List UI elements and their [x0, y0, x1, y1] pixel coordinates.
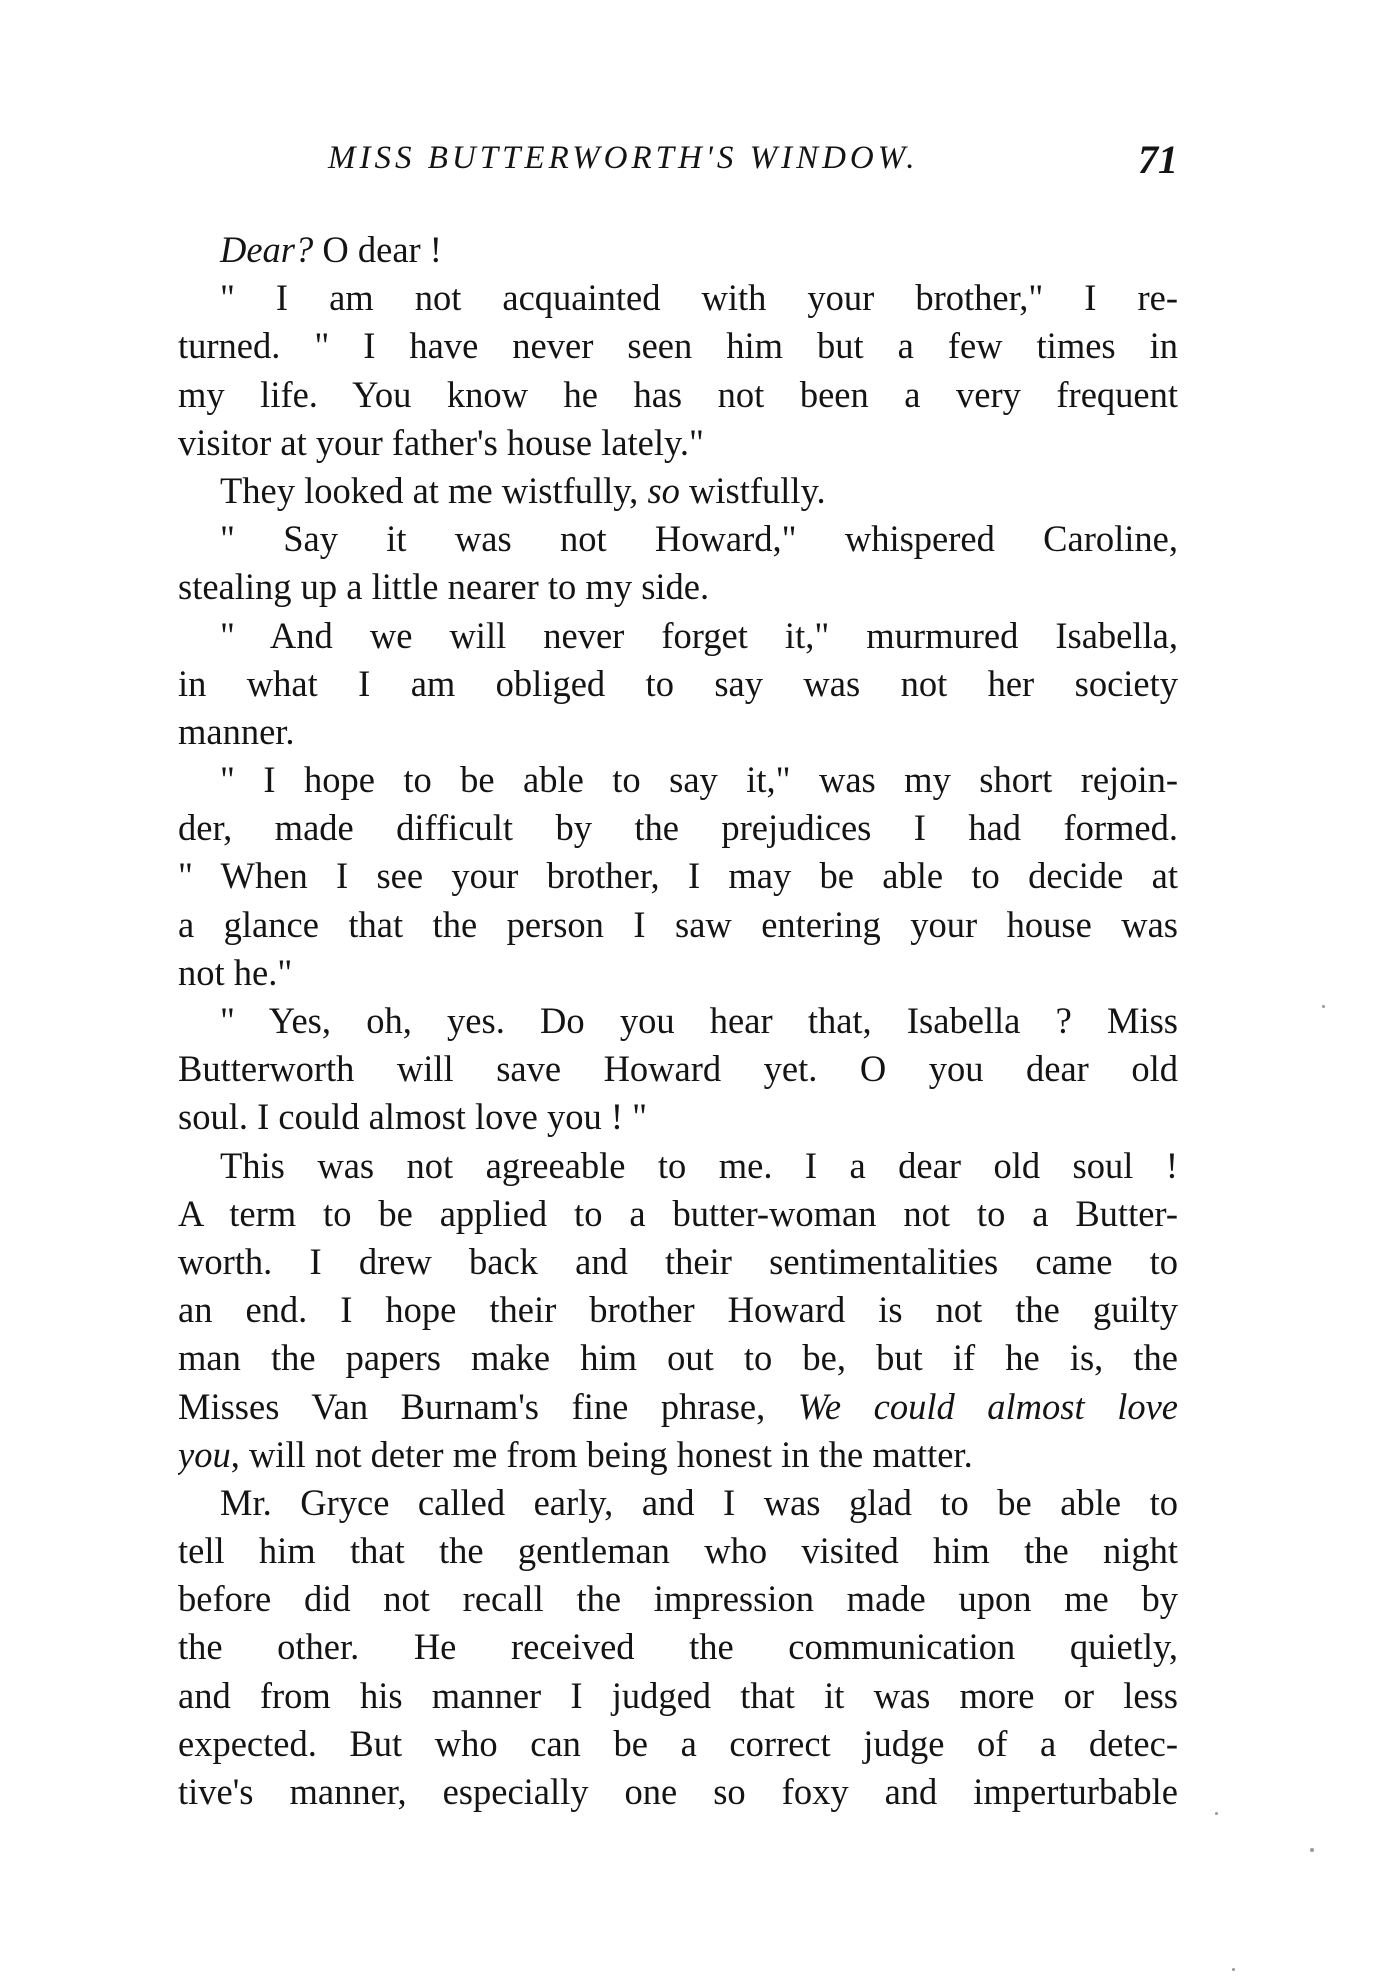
scan-speck [1310, 1848, 1314, 1852]
italic-text-segment: so [647, 469, 680, 511]
text-line [178, 1720, 1178, 1768]
text-line [178, 901, 1178, 949]
text-segment: Mr. Gryce called early, and I was glad to be able to [220, 1481, 1178, 1523]
text-line [178, 1383, 1178, 1431]
text-segment: A term to be applied to a butter-woman not to a Butter- [178, 1192, 1178, 1234]
scan-speck [1322, 1005, 1325, 1008]
text-line [178, 997, 1178, 1045]
text-line [178, 1045, 1178, 1093]
text-segment: " I hope to be able to say it," was my short rejoin- [220, 759, 1178, 801]
text-line [178, 371, 1178, 419]
italic-text-segment: Dear? [220, 229, 314, 270]
text-segment: and from his manner I judged that it was more or less [178, 1674, 1178, 1716]
text-segment: turned. " I have never seen him but a few times in [178, 325, 1178, 367]
text-segment: der, made difficult by the prejudices I had formed. [178, 807, 1178, 849]
text-line [178, 1575, 1178, 1623]
text-line [178, 1527, 1178, 1575]
scan-speck [1232, 1968, 1235, 1971]
text-segment: wistfully. [679, 469, 826, 511]
text-segment: expected. But who can be a correct judge of a detec- [178, 1722, 1178, 1764]
text-line [178, 1672, 1178, 1720]
text-segment: worth. I drew back and their sentimentalities came to [178, 1240, 1178, 1282]
text-line [178, 804, 1178, 852]
text-segment: man the papers make him out to be, but if he is, the [178, 1337, 1178, 1379]
text-line [178, 1093, 1178, 1141]
text-segment: manner. [178, 710, 295, 752]
scan-speck [1215, 1812, 1218, 1815]
text-segment: tive's manner, especially one so foxy and imperturbable [178, 1771, 1178, 1812]
text-segment: Misses Van Burnam's fine phrase, [178, 1385, 798, 1427]
text-line [178, 1479, 1178, 1527]
text-line [178, 419, 1178, 467]
text-line [178, 756, 1178, 804]
text-segment: a glance that the person I saw entering your house was [178, 903, 1178, 945]
text-line [178, 708, 1178, 756]
text-line [178, 274, 1178, 322]
text-segment: " When I see your brother, I may be able to decide at [178, 855, 1178, 897]
text-line [178, 1238, 1178, 1286]
text-segment: , will not deter me from being honest in the matter. [230, 1433, 973, 1475]
text-line [178, 949, 1178, 997]
text-segment: my life. You know he has not been a very frequent [178, 373, 1178, 415]
text-line [178, 322, 1178, 370]
text-line [178, 226, 1178, 274]
text-segment: an end. I hope their brother Howard is not the guilty [178, 1289, 1178, 1331]
page-number: 71 [1138, 137, 1178, 182]
text-line [178, 467, 1178, 515]
text-line [178, 1334, 1178, 1382]
running-title: MISS BUTTERWORTH'S WINDOW. [328, 140, 919, 176]
text-line [178, 1190, 1178, 1238]
text-line [178, 1623, 1178, 1671]
text-line [178, 1286, 1178, 1334]
text-segment: visitor at your father's house lately." [178, 421, 704, 463]
text-segment: " Yes, oh, yes. Do you hear that, Isabella ? Miss [220, 1000, 1178, 1041]
text-line [178, 1768, 1178, 1816]
text-segment: soul. I could almost love you ! " [178, 1096, 648, 1138]
text-segment: stealing up a little nearer to my side. [178, 566, 710, 608]
text-line [178, 563, 1178, 611]
text-segment: " And we will never forget it," murmured Isabella, [220, 614, 1178, 656]
text-segment: the other. He received the communication quietly, [178, 1626, 1178, 1668]
text-line [178, 1431, 1178, 1479]
text-line [178, 1142, 1178, 1190]
italic-text-segment: you [178, 1433, 231, 1475]
text-segment: This was not agreeable to me. I a dear old soul ! [220, 1144, 1178, 1186]
text-line [178, 852, 1178, 900]
text-segment: tell him that the gentleman who visited him the night [178, 1530, 1178, 1572]
text-line [178, 515, 1178, 563]
text-line [178, 612, 1178, 660]
text-segment: not he." [178, 951, 293, 993]
body-text [178, 226, 1178, 1816]
text-segment: Butterworth will save Howard yet. O you dear old [178, 1048, 1178, 1090]
text-segment: O dear ! [313, 229, 442, 270]
text-segment: " I am not acquainted with your brother," I re- [220, 277, 1178, 319]
text-segment: " Say it was not Howard," whispered Caroline, [220, 518, 1178, 560]
text-segment: in what I am obliged to say was not her society [178, 662, 1178, 704]
italic-text-segment: We could almost love [797, 1385, 1178, 1427]
text-segment: They looked at me wistfully, [220, 469, 648, 511]
text-line [178, 660, 1178, 708]
running-head [178, 137, 1178, 190]
text-segment: before did not recall the impression made upon me by [178, 1578, 1178, 1620]
